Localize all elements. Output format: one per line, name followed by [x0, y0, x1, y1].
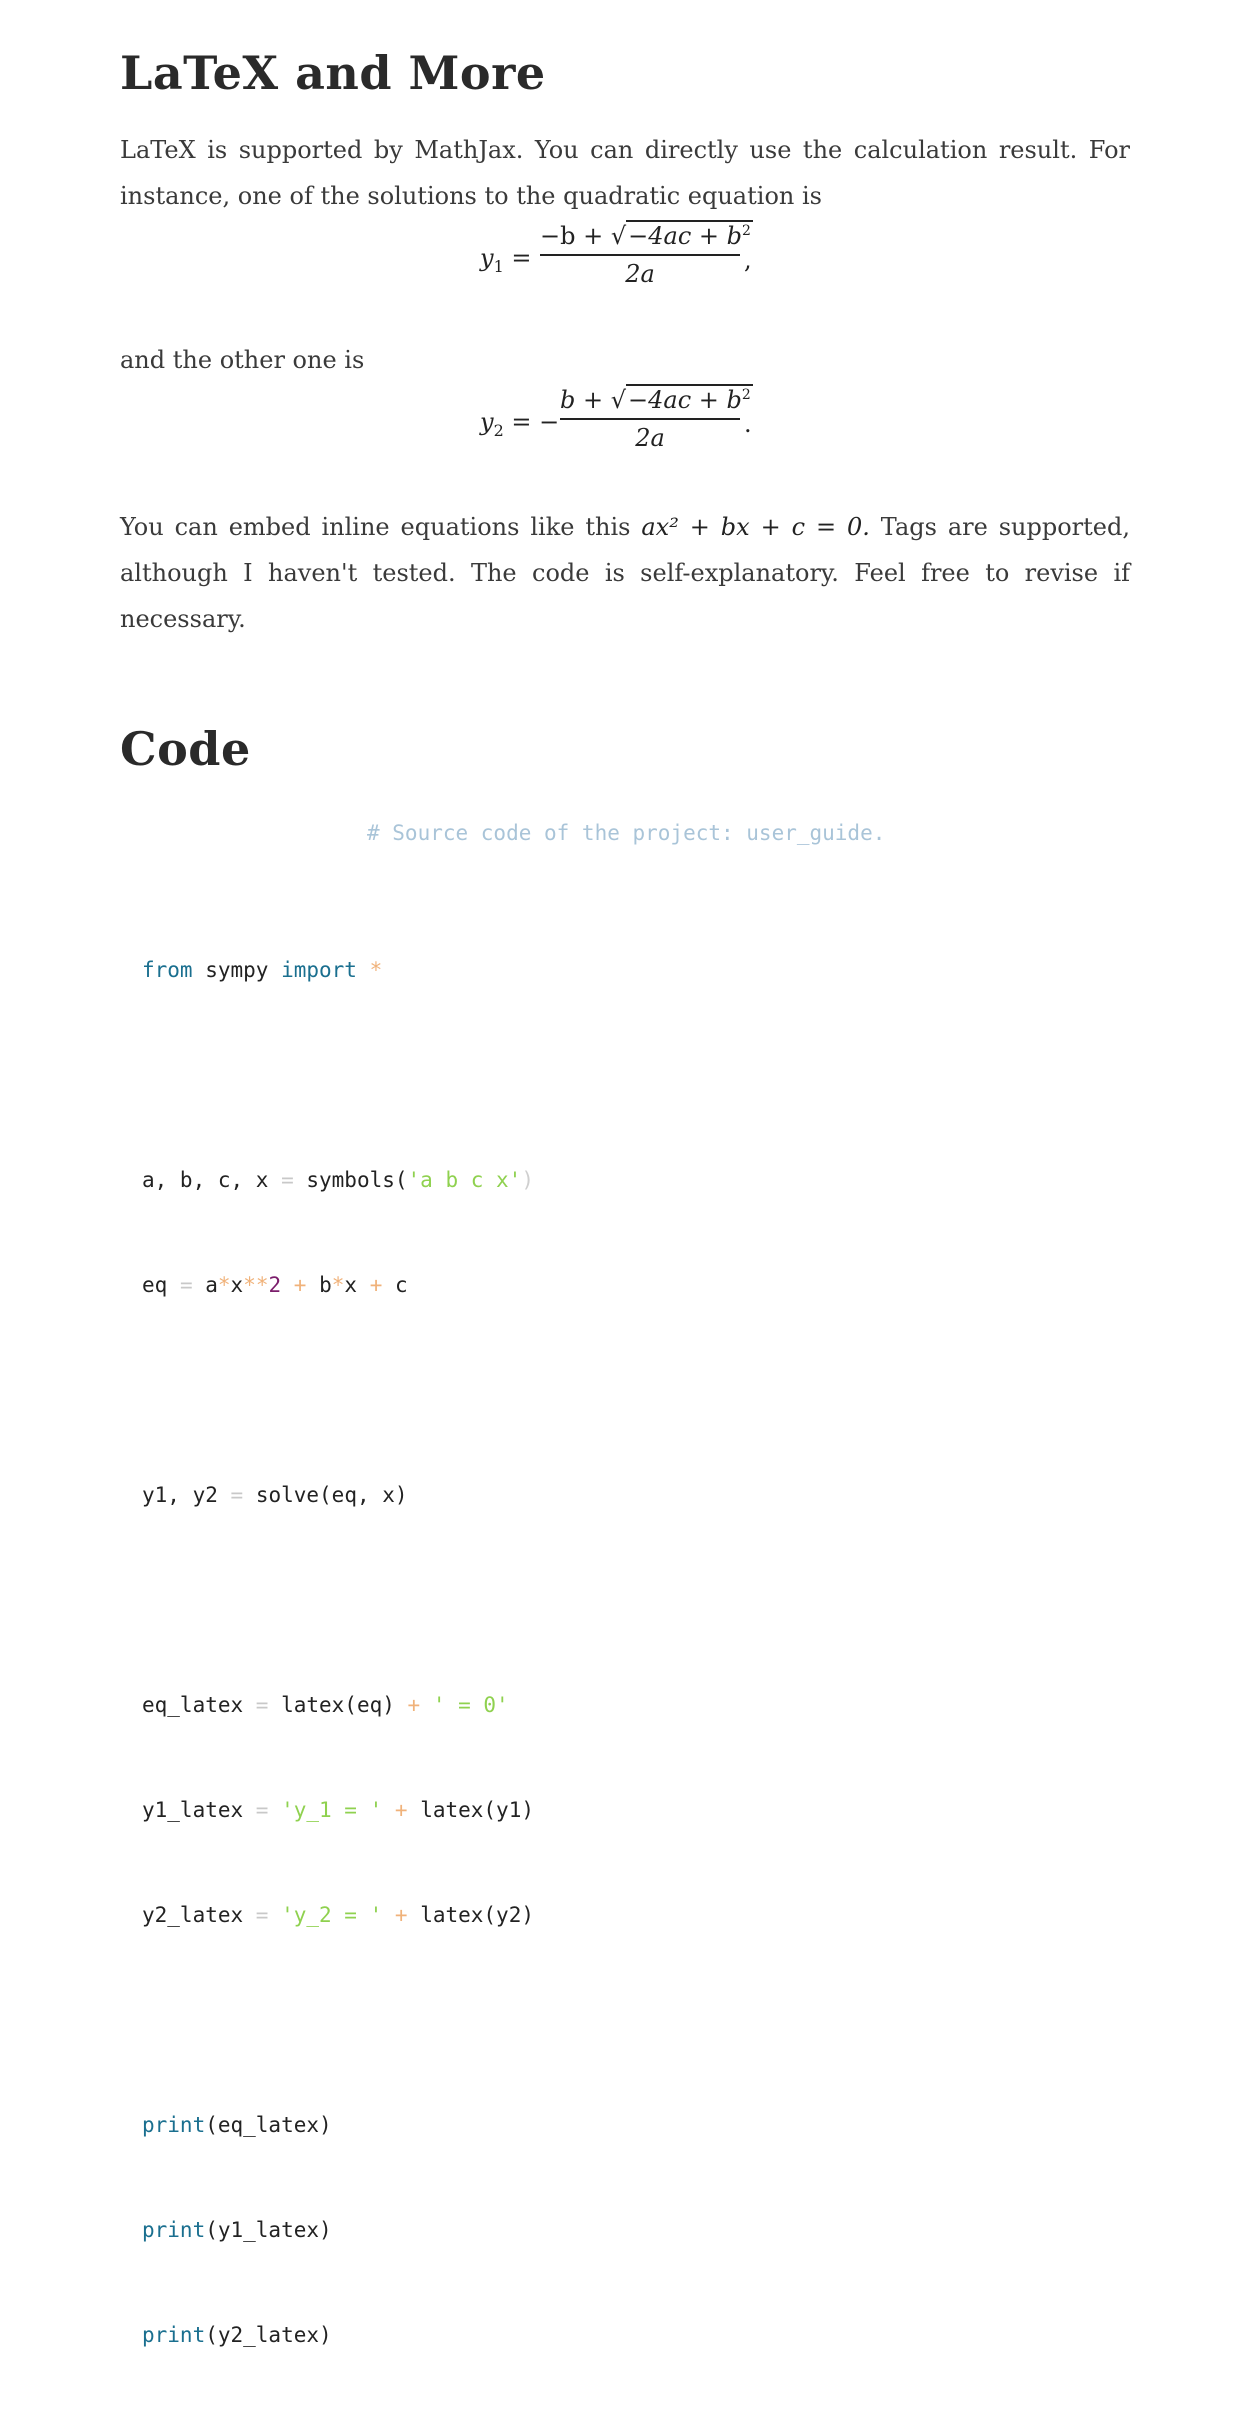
code-comment: # Source code of the project: user_guide. [367, 821, 886, 845]
eq1-lhs: $y_1$ = [480, 244, 532, 276]
intro-line-1: LaTeX is supported by MathJax. You can directly use the calculation result. For [120, 136, 1130, 164]
inline-line-2: although I haven't tested. The code is self-explanatory. Feel free to revise if [120, 559, 1130, 587]
intro-paragraph [120, 127, 1130, 219]
eq1-fraction: $-b + √-4ac + b^2$ 2a [540, 222, 751, 288]
code-line: print(y1_latex) [142, 2218, 332, 2242]
code-line: eq_latex = latex(eq) + ' = 0' [142, 1693, 509, 1717]
inline-equation: ax² + bx + c = 0. [641, 513, 870, 541]
section-title-code: Code [120, 722, 251, 776]
between-text: and the other one is [120, 346, 365, 374]
code-line: y1_latex = 'y_1 = ' + latex(y1) [142, 1798, 534, 1822]
eq2-lhs: $y_2$ = − [480, 408, 560, 440]
code-line: a, b, c, x = symbols('a b c x') [142, 1168, 534, 1192]
inline-paragraph [120, 504, 1130, 642]
inline-line-3: necessary. [120, 605, 246, 633]
eq2-fraction: $b + √-4ac + b^2$ 2a [560, 386, 751, 452]
code-line: print(eq_latex) [142, 2113, 332, 2137]
code-line: y2_latex = 'y_2 = ' + latex(y2) [142, 1903, 534, 1927]
intro-line-2: instance, one of the solutions to the quadratic equation is [120, 182, 822, 210]
equation-y2 [120, 386, 1130, 476]
eq2-punct: . [744, 410, 752, 438]
inline-line-1: You can embed inline equations like this ax² + bx + c = 0. Tags are supported, [120, 513, 1130, 541]
equation-y1 [120, 222, 1130, 312]
code-line: from sympy import * [142, 958, 383, 982]
code-line: print(y2_latex) [142, 2323, 332, 2347]
code-line: y1, y2 = solve(eq, x) [142, 1483, 408, 1507]
eq1-punct: , [744, 246, 752, 274]
section-title-latex: LaTeX and More [120, 46, 546, 100]
code-line: eq = a*x**2 + b*x + c [142, 1273, 408, 1297]
code-block [142, 883, 534, 2423]
